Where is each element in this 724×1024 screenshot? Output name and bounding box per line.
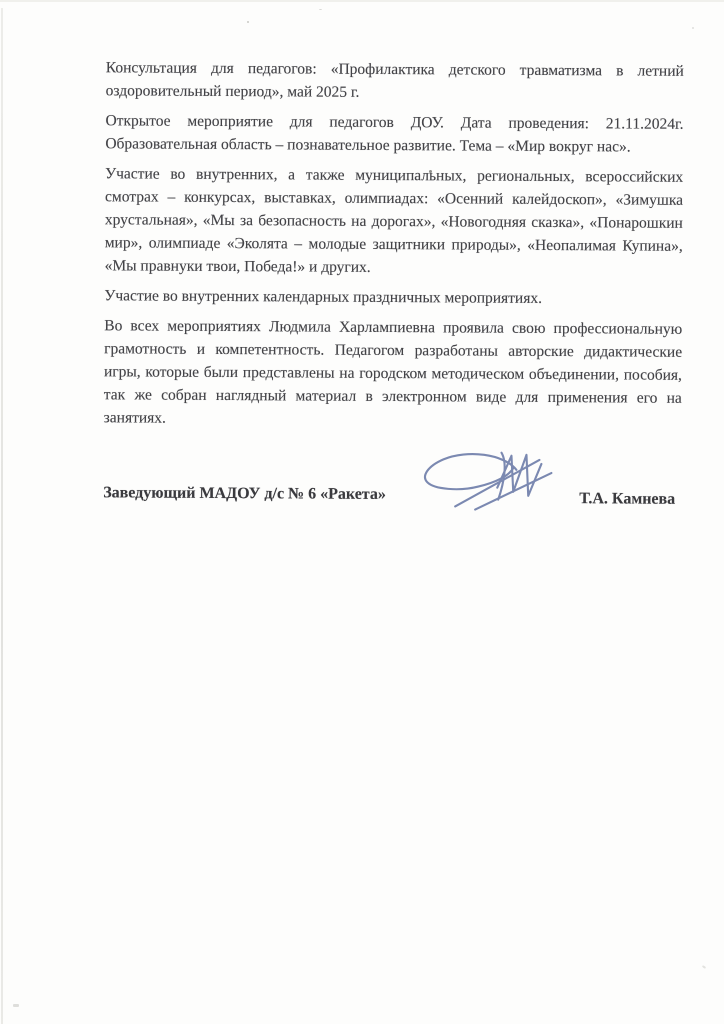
paragraph-calendar-events: Участие во внутренних календарных праздничных мероприятиях. [104, 287, 543, 307]
handwritten-signature-icon [415, 445, 560, 526]
paragraph-contests: Участие во внутренних, а также муниципальных, региональных, всероссийских смотрах – конкурсах, выставках, олимпиадах: «Осенний калейдоскоп», «Зимушка хрустальная», «Мы за безопасность на дорогах», «Новогодняя сказка», «Понарошкин мир», олимпиаде «Эколята – молодые защитники природы», «Неопалимая Купина», «Мы правнуки твои, Победа!» и других. [104, 165, 684, 276]
signatory-name: Т.А. Камнева [579, 490, 676, 508]
paragraph-open-event: Открытое мероприятие для педагогов ДОУ. Дата проведения: 21.11.2024г. Образовательная область – познавательное развитие. Тема – «Мир вокруг нас». [105, 112, 684, 156]
signatory-title: Заведующий МАДОУ д/с № 6 «Ракета» [103, 484, 386, 503]
paragraph-consultation: Консультация для педагогов: «Профилактика детского травматизма в летний оздоровительный период», май 2025 г. [105, 59, 684, 101]
scan-speck [13, 1004, 19, 1007]
paragraph-competence: Во всех мероприятиях Людмила Харлампиевна проявила свою профессиональную грамотность и компетентность. Педагогом разработаны авторские дидактические игры, которые были представлены на городском методическом объединении, пособия, так же собран наглядный материал в электронном виде для применения его на занятиях. [103, 317, 683, 427]
signature-block [103, 481, 681, 531]
scan-speck [702, 965, 706, 969]
